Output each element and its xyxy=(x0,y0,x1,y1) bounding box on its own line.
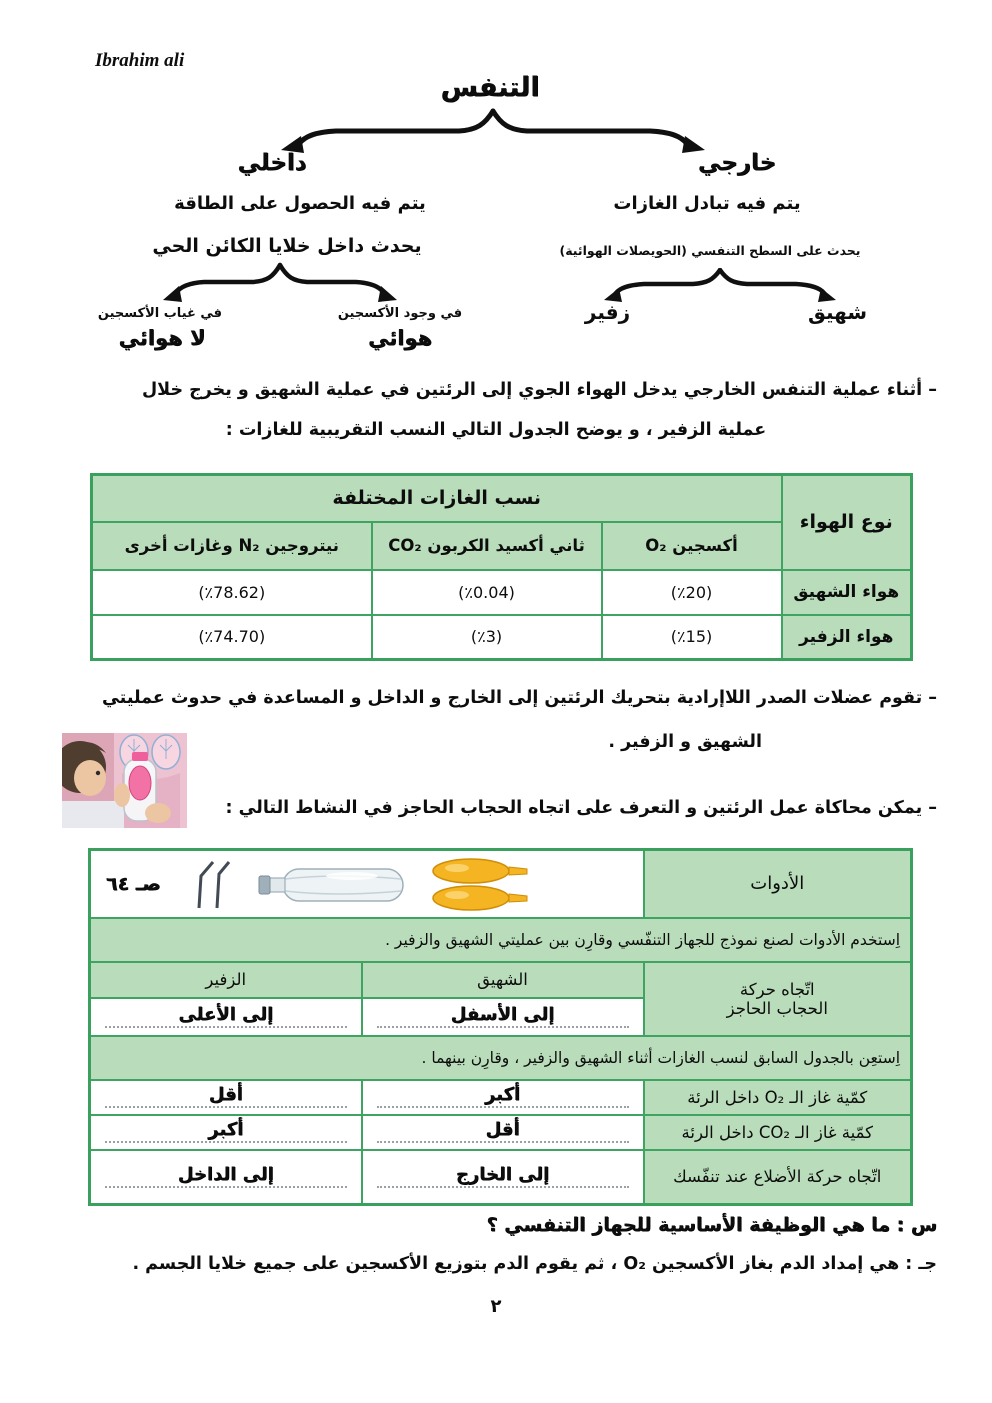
answer-text: جـ : هي إمداد الدم بغاز الأكسجين O₂ ، ثم يقوم الدم بتوزيع الأكسجين على جميع خلايا الجسم . xyxy=(132,1254,937,1274)
internal-branch-label: داخلي xyxy=(237,150,307,176)
exhale-label: زفير xyxy=(584,300,631,324)
question-text: س : ما هي الوظيفة الأساسية للجهاز التنفسي ؟ xyxy=(486,1214,937,1236)
internal-description-1: يتم فيه الحصول على الطاقة xyxy=(174,193,426,214)
table-row-ribs-direction xyxy=(90,1150,912,1205)
inhale-label: شهيق xyxy=(807,300,868,324)
co2-exhale-answer: أكبر xyxy=(105,1119,347,1143)
branch-arrow-main xyxy=(278,108,708,156)
bottle-image xyxy=(257,859,407,909)
inhaled-co2-value: (٪0.04) xyxy=(372,570,602,615)
anaerobic-condition: في غياب الأكسجين xyxy=(97,306,223,321)
co2-column-header: ثاني أكسيد الكربون CO₂ xyxy=(372,522,602,570)
page-reference: صـ ٦٤ xyxy=(105,872,161,895)
external-branch-label: خارجي xyxy=(697,150,777,176)
diaphragm-direction-label xyxy=(644,962,912,1036)
activity-instruction-1: اِستخدم الأدوات لصنع نموذج للجهاز التنفّسي وقارِن بين عمليتي الشهيق والزفير . xyxy=(90,918,912,962)
co2-amount-label: كمّية غاز الـ CO₂ داخل الرئة xyxy=(644,1115,912,1150)
o2-inhale-answer: أكبر xyxy=(377,1084,629,1108)
diaphragm-direction-label-line1: اتّجاه حركة xyxy=(739,979,815,999)
activity-table xyxy=(88,848,913,1206)
paragraph-external-breathing-line1: – أثناء عملية التنفس الخارجي يدخل الهواء الجوي إلى الرئتين في عملية الشهيق و يخرج خلال xyxy=(141,380,937,400)
paragraph-activity-intro: – يمكن محاكاة عمل الرئتين و التعرف على اتجاه الحجاب الحاجز في النشاط التالي : xyxy=(225,798,937,818)
o2-amount-label: كمّية غاز الـ O₂ داخل الرئة xyxy=(644,1080,912,1115)
gas-group-header: نسب الغازات المختلفة xyxy=(92,475,782,522)
external-description-1: يتم فيه تبادل الغازات xyxy=(613,193,801,214)
inhaled-o2-value: (٪20) xyxy=(602,570,782,615)
exhaled-air-label: هواء الزفير xyxy=(782,615,912,660)
straws-image xyxy=(183,858,235,910)
gas-percentages-table xyxy=(90,473,913,661)
activity-instruction-2: اِستعِن بالجدول السابق لنسب الغازات أثناء الشهيق والزفير ، وقارِن بينهما . xyxy=(90,1036,912,1080)
internal-description-2: يحدث داخل خلايا الكائن الحي xyxy=(152,235,422,257)
tools-images xyxy=(95,853,639,915)
anaerobic-label: لا هوائي xyxy=(118,326,206,350)
oxygen-column-header: أكسجين O₂ xyxy=(602,522,782,570)
concept-root-breathing: التنفس xyxy=(440,72,540,103)
diaphragm-direction-label-line2: الحجاب الحاجز xyxy=(726,998,828,1018)
external-description-2: يحدث على السطح التنفسي (الحويصلات الهوائية) xyxy=(559,243,861,258)
inhaled-air-label: هواء الشهيق xyxy=(782,570,912,615)
author-name: Ibrahim ali xyxy=(95,50,185,71)
co2-inhale-answer: أقل xyxy=(377,1119,629,1143)
aerobic-label: هوائي xyxy=(367,326,433,350)
diaphragm-inhale-answer: إلى الأسفل xyxy=(377,1004,629,1028)
paragraph-chest-muscles-line1: – تقوم عضلات الصدر اللاإرادية بتحريك الرئتين إلى الخارج و الداخل و المساعدة في حدوث عمليتي xyxy=(101,688,937,708)
inhaled-n2-value: (٪78.62) xyxy=(92,570,372,615)
ribs-inhale-answer: إلى الخارج xyxy=(377,1164,629,1188)
page-number: ٢ xyxy=(490,1296,502,1317)
diaphragm-exhale-answer: إلى الأعلى xyxy=(105,1004,347,1028)
aerobic-condition: في وجود الأكسجين xyxy=(337,306,463,321)
branch-arrow-internal xyxy=(160,262,400,308)
tools-label: الأدوات xyxy=(644,850,912,918)
balloons-image xyxy=(429,857,539,911)
exhale-column-header: الزفير xyxy=(90,962,362,998)
nitrogen-column-header: نيتروجين N₂ وغازات أخرى xyxy=(92,522,372,570)
table-row-o2-amount xyxy=(90,1080,912,1115)
exhaled-n2-value: (٪74.70) xyxy=(92,615,372,660)
inhale-column-header: الشهيق xyxy=(362,962,644,998)
o2-exhale-answer: أقل xyxy=(105,1084,347,1108)
air-type-header: نوع الهواء xyxy=(782,475,912,570)
table-row-inhaled-air xyxy=(92,570,912,615)
paragraph-chest-muscles-line2: الشهيق و الزفير . xyxy=(608,732,762,752)
exhaled-co2-value: (٪3) xyxy=(372,615,602,660)
ribs-exhale-answer: إلى الداخل xyxy=(105,1164,347,1188)
exhaled-o2-value: (٪15) xyxy=(602,615,782,660)
table-row-exhaled-air xyxy=(92,615,912,660)
ribs-direction-label: اتّجاه حركة الأضلاع عند تنفّسك xyxy=(644,1150,912,1205)
paragraph-external-breathing-line2: عملية الزفير ، و يوضح الجدول التالي النسب التقريبية للغازات : xyxy=(225,420,767,440)
table-row-co2-amount xyxy=(90,1115,912,1150)
